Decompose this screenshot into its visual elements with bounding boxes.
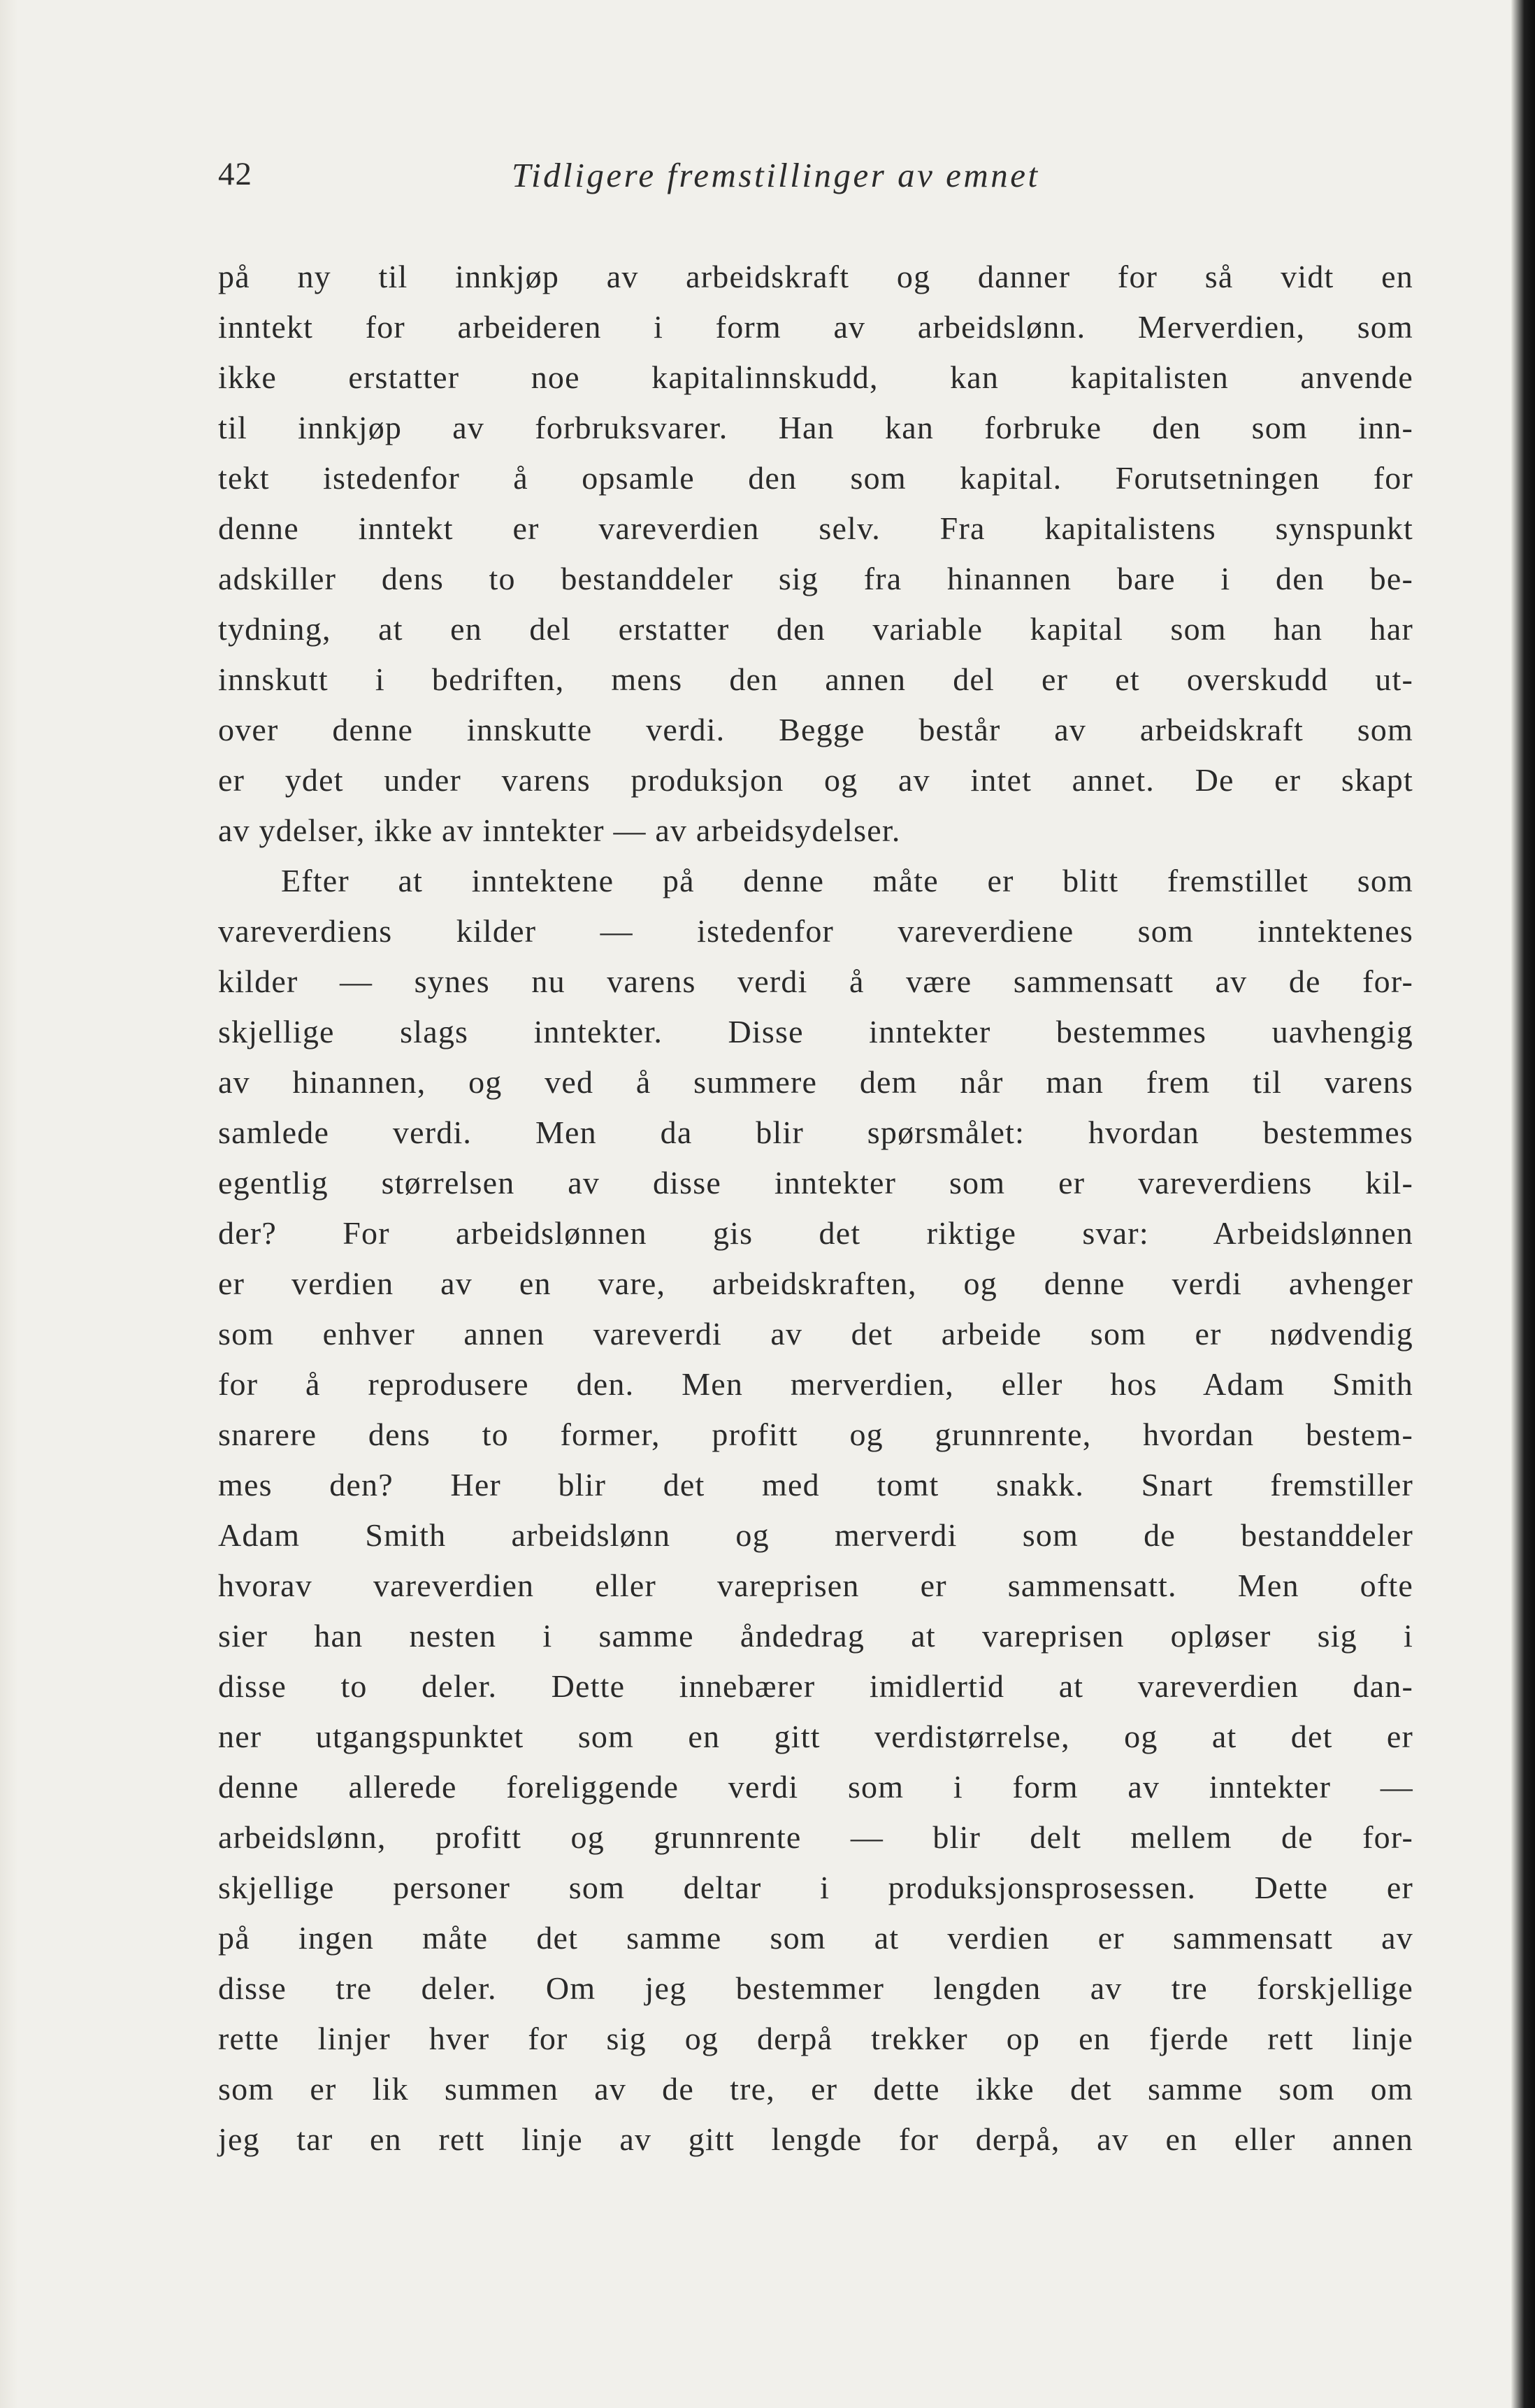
text-line: av ydelser, ikke av inntekter — av arbeidsydelser. [218, 812, 901, 848]
text-line: tydning, at en del erstatter den variable kapital som han har [218, 611, 1413, 647]
text-line: skjellige personer som deltar i produksjonsprosessen. Dette er [218, 1870, 1413, 1905]
text-line: er ydet under varens produksjon og av intet annet. De er skapt [218, 762, 1413, 798]
text-line: er verdien av en vare, arbeidskraften, og denne verdi avhenger [218, 1266, 1413, 1301]
scan-right-edge [1511, 0, 1535, 2408]
text-line: innskutt i bedriften, mens den annen del er et overskudd ut- [218, 661, 1413, 697]
text-line: som enhver annen vareverdi av det arbeide som er nødvendig [218, 1316, 1413, 1352]
page-header [218, 155, 1413, 204]
text-line: vareverdiens kilder — istedenfor vareverdiene som inntektenes [218, 913, 1413, 949]
text-line: denne allerede foreliggende verdi som i form av inntekter — [218, 1769, 1413, 1805]
text-line: Adam Smith arbeidslønn og merverdi som de bestanddeler [218, 1517, 1413, 1553]
text-line: snarere dens to former, profitt og grunnrente, hvordan bestem- [218, 1417, 1413, 1452]
text-line: skjellige slags inntekter. Disse inntekter bestemmes uavhengig [218, 1014, 1413, 1049]
text-line: egentlig størrelsen av disse inntekter som er vareverdiens kil- [218, 1165, 1413, 1201]
text-line: på ingen måte det samme som at verdien er sammensatt av [218, 1920, 1413, 1956]
text-line: tekt istedenfor å opsamle den som kapital. Forutsetningen for [218, 460, 1413, 496]
scan-left-edge [0, 0, 18, 2408]
text-line: Efter at inntektene på denne måte er blitt fremstillet som [281, 863, 1413, 898]
running-head: Tidligere fremstillinger av emnet [512, 156, 1040, 194]
text-line: arbeidslønn, profitt og grunnrente — blir delt mellem de for- [218, 1819, 1413, 1855]
paragraph [218, 856, 1413, 2165]
text-line: til innkjøp av forbruksvarer. Han kan forbruke den som inn- [218, 410, 1413, 445]
page-number: 42 [218, 156, 252, 192]
text-line: av hinannen, og ved å summere dem når man frem til varens [218, 1064, 1413, 1100]
text-line: disse tre deler. Om jeg bestemmer lengden av tre forskjellige [218, 1970, 1413, 2006]
paragraph [218, 252, 1413, 856]
text-line: disse to deler. Dette innebærer imidlertid at vareverdien dan- [218, 1668, 1413, 1704]
text-line: rette linjer hver for sig og derpå trekker op en fjerde rett linje [218, 2021, 1413, 2056]
text-line: samlede verdi. Men da blir spørsmålet: hvordan bestemmes [218, 1115, 1413, 1150]
text-line: kilder — synes nu varens verdi å være sammensatt av de for- [218, 963, 1413, 999]
text-line: jeg tar en rett linje av gitt lengde for derpå, av en eller annen [218, 2121, 1413, 2157]
text-line: der? For arbeidslønnen gis det riktige svar: Arbeidslønnen [218, 1215, 1413, 1251]
text-line: sier han nesten i samme åndedrag at vareprisen opløser sig i [218, 1618, 1413, 1654]
text-line: ikke erstatter noe kapitalinnskudd, kan kapitalisten anvende [218, 359, 1413, 395]
text-line: hvorav vareverdien eller vareprisen er sammensatt. Men ofte [218, 1568, 1413, 1603]
body-text [218, 252, 1413, 2165]
text-line: adskiller dens to bestanddeler sig fra hinannen bare i den be- [218, 561, 1413, 596]
text-line: over denne innskutte verdi. Begge består av arbeidskraft som [218, 712, 1413, 747]
text-line: ner utgangspunktet som en gitt verdistørrelse, og at det er [218, 1719, 1413, 1754]
text-line: som er lik summen av de tre, er dette ikke det samme som om [218, 2071, 1413, 2107]
text-line: for å reprodusere den. Men merverdien, eller hos Adam Smith [218, 1366, 1413, 1402]
text-line: på ny til innkjøp av arbeidskraft og danner for så vidt en [218, 259, 1413, 294]
text-line: inntekt for arbeideren i form av arbeidslønn. Merverdien, som [218, 309, 1413, 345]
text-line: mes den? Her blir det med tomt snakk. Snart fremstiller [218, 1467, 1413, 1503]
text-line: denne inntekt er vareverdien selv. Fra kapitalistens synspunkt [218, 510, 1413, 546]
